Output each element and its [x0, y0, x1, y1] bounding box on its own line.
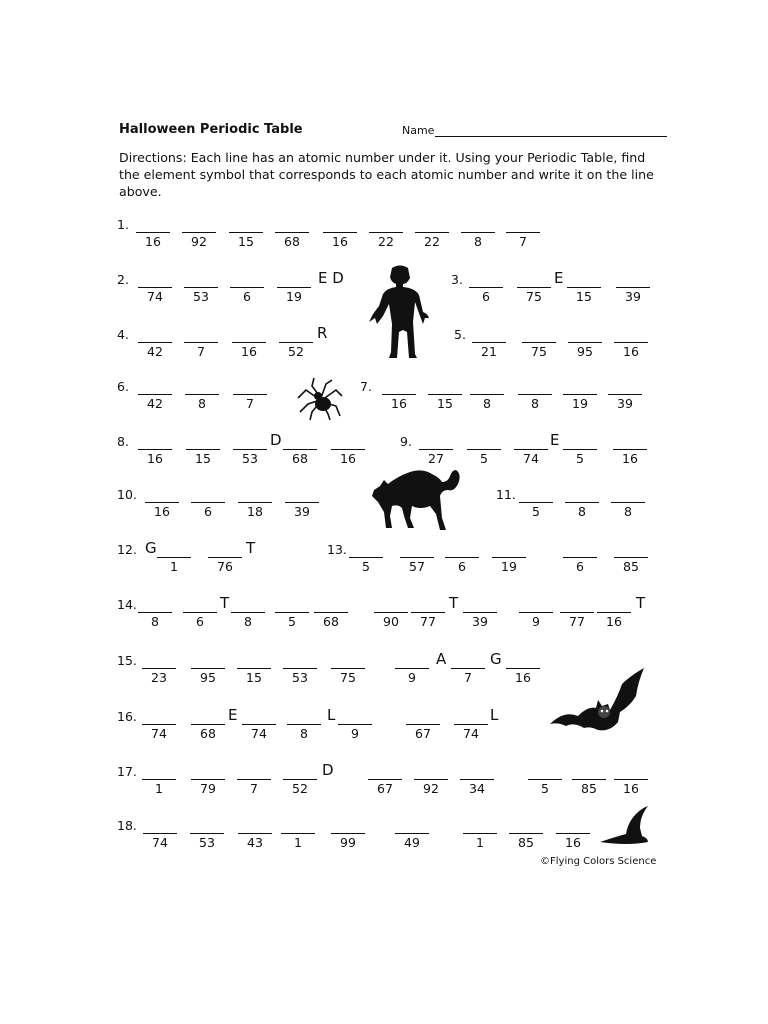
- answer-blank[interactable]: [519, 502, 553, 503]
- answer-blank[interactable]: [136, 232, 170, 233]
- answer-blank[interactable]: [191, 668, 225, 669]
- atomic-number: 95: [200, 670, 216, 685]
- atomic-number: 22: [424, 234, 440, 249]
- atomic-number: 16: [515, 670, 531, 685]
- spider-icon: [296, 376, 344, 422]
- answer-blank[interactable]: [614, 342, 648, 343]
- atomic-number: 92: [423, 781, 439, 796]
- answer-blank[interactable]: [138, 612, 172, 613]
- atomic-number: 42: [147, 344, 163, 359]
- atomic-number: 39: [472, 614, 488, 629]
- answer-blank[interactable]: [143, 833, 177, 834]
- atomic-number: 39: [625, 289, 641, 304]
- answer-blank[interactable]: [469, 287, 503, 288]
- atomic-number: 34: [469, 781, 485, 796]
- atomic-number: 16: [154, 504, 170, 519]
- atomic-number: 1: [476, 835, 484, 850]
- atomic-number: 9: [408, 670, 416, 685]
- answer-blank[interactable]: [238, 502, 272, 503]
- atomic-number: 9: [351, 726, 359, 741]
- atomic-number: 16: [332, 234, 348, 249]
- atomic-number: 6: [458, 559, 466, 574]
- atomic-number: 74: [523, 451, 539, 466]
- atomic-number: 85: [623, 559, 639, 574]
- given-letter: L: [327, 706, 336, 724]
- atomic-number: 5: [541, 781, 549, 796]
- answer-blank[interactable]: [138, 342, 172, 343]
- answer-blank[interactable]: [463, 612, 497, 613]
- atomic-number: 68: [323, 614, 339, 629]
- atomic-number: 21: [481, 344, 497, 359]
- given-letter: T: [449, 594, 459, 612]
- answer-blank[interactable]: [183, 612, 217, 613]
- atomic-number: 6: [482, 289, 490, 304]
- atomic-number: 5: [576, 451, 584, 466]
- given-letter: T: [220, 594, 230, 612]
- atomic-number: 23: [151, 670, 167, 685]
- given-letter: L: [490, 706, 499, 724]
- answer-blank[interactable]: [572, 779, 606, 780]
- answer-blank[interactable]: [237, 779, 271, 780]
- given-letter: E: [550, 431, 560, 449]
- answer-blank[interactable]: [138, 449, 172, 450]
- answer-blank[interactable]: [492, 557, 526, 558]
- atomic-number: 39: [294, 504, 310, 519]
- atomic-number: 53: [199, 835, 215, 850]
- answer-blank[interactable]: [233, 394, 267, 395]
- page-title: Halloween Periodic Table: [119, 122, 303, 137]
- answer-blank[interactable]: [563, 449, 597, 450]
- answer-blank[interactable]: [461, 232, 495, 233]
- atomic-number: 8: [531, 396, 539, 411]
- answer-blank[interactable]: [191, 502, 225, 503]
- answer-blank[interactable]: [451, 668, 485, 669]
- atomic-number: 5: [362, 559, 370, 574]
- question-number: 5.: [454, 327, 466, 342]
- answer-blank[interactable]: [506, 668, 540, 669]
- answer-blank[interactable]: [395, 833, 429, 834]
- answer-blank[interactable]: [287, 724, 321, 725]
- answer-blank[interactable]: [368, 779, 402, 780]
- answer-blank[interactable]: [281, 833, 315, 834]
- question-number: 10.: [117, 487, 137, 502]
- question-number: 18.: [117, 818, 137, 833]
- atomic-number: 15: [238, 234, 254, 249]
- answer-blank[interactable]: [184, 342, 218, 343]
- atomic-number: 68: [284, 234, 300, 249]
- atomic-number: 8: [151, 614, 159, 629]
- answer-blank[interactable]: [411, 612, 445, 613]
- answer-blank[interactable]: [528, 779, 562, 780]
- answer-blank[interactable]: [616, 287, 650, 288]
- answer-blank[interactable]: [506, 232, 540, 233]
- answer-blank[interactable]: [208, 557, 242, 558]
- answer-blank[interactable]: [338, 724, 372, 725]
- atomic-number: 16: [241, 344, 257, 359]
- given-letter: D: [322, 761, 334, 779]
- answer-blank[interactable]: [470, 394, 504, 395]
- given-letter: R: [317, 324, 328, 342]
- answer-blank[interactable]: [556, 833, 590, 834]
- answer-blank[interactable]: [233, 449, 267, 450]
- answer-blank[interactable]: [349, 557, 383, 558]
- atomic-number: 19: [501, 559, 517, 574]
- question-number: 7.: [360, 379, 372, 394]
- answer-blank[interactable]: [279, 342, 313, 343]
- answer-blank[interactable]: [369, 232, 403, 233]
- answer-blank[interactable]: [597, 612, 631, 613]
- atomic-number: 5: [480, 451, 488, 466]
- atomic-number: 16: [147, 451, 163, 466]
- atomic-number: 75: [340, 670, 356, 685]
- atomic-number: 52: [292, 781, 308, 796]
- directions-text: Directions: Each line has an atomic number under it. Using your Periodic Table, find the element symbol that corresponds to each atomic number and write it on the line above.: [119, 150, 654, 199]
- question-number: 9.: [400, 434, 412, 449]
- answer-blank[interactable]: [614, 779, 648, 780]
- answer-blank[interactable]: [182, 232, 216, 233]
- atomic-number: 16: [145, 234, 161, 249]
- answer-blank[interactable]: [382, 394, 416, 395]
- answer-blank[interactable]: [514, 449, 548, 450]
- atomic-number: 5: [288, 614, 296, 629]
- atomic-number: 7: [250, 781, 258, 796]
- atomic-number: 8: [198, 396, 206, 411]
- question-number: 6.: [117, 379, 129, 394]
- atomic-number: 16: [340, 451, 356, 466]
- answer-blank[interactable]: [191, 724, 225, 725]
- answer-blank[interactable]: [614, 557, 648, 558]
- monster-icon: [365, 262, 435, 360]
- answer-blank[interactable]: [565, 502, 599, 503]
- answer-blank[interactable]: [231, 612, 265, 613]
- answer-blank[interactable]: [277, 287, 311, 288]
- atomic-number: 53: [193, 289, 209, 304]
- atomic-number: 5: [532, 504, 540, 519]
- given-letter: E: [228, 706, 238, 724]
- answer-blank[interactable]: [472, 342, 506, 343]
- atomic-number: 85: [518, 835, 534, 850]
- answer-blank[interactable]: [138, 287, 172, 288]
- answer-blank[interactable]: [419, 449, 453, 450]
- given-letter: G: [490, 650, 502, 668]
- atomic-number: 53: [242, 451, 258, 466]
- answer-blank[interactable]: [460, 779, 494, 780]
- atomic-number: 15: [246, 670, 262, 685]
- answer-blank[interactable]: [406, 724, 440, 725]
- atomic-number: 7: [246, 396, 254, 411]
- answer-blank[interactable]: [374, 612, 408, 613]
- atomic-number: 39: [617, 396, 633, 411]
- question-number: 8.: [117, 434, 129, 449]
- atomic-number: 6: [243, 289, 251, 304]
- answer-blank[interactable]: [232, 342, 266, 343]
- given-letter: D: [270, 431, 282, 449]
- answer-blank[interactable]: [283, 449, 317, 450]
- question-number: 13.: [327, 542, 347, 557]
- answer-blank[interactable]: [517, 287, 551, 288]
- atomic-number: 6: [204, 504, 212, 519]
- atomic-number: 85: [581, 781, 597, 796]
- bat-icon: [548, 666, 648, 742]
- answer-blank[interactable]: [283, 668, 317, 669]
- atomic-number: 68: [200, 726, 216, 741]
- atomic-number: 42: [147, 396, 163, 411]
- question-number: 16.: [117, 709, 137, 724]
- answer-blank[interactable]: [331, 449, 365, 450]
- answer-blank[interactable]: [283, 779, 317, 780]
- given-letter: T: [246, 539, 256, 557]
- atomic-number: 16: [623, 344, 639, 359]
- atomic-number: 7: [464, 670, 472, 685]
- answer-blank[interactable]: [237, 668, 271, 669]
- answer-blank[interactable]: [563, 394, 597, 395]
- atomic-number: 7: [197, 344, 205, 359]
- answer-blank[interactable]: [428, 394, 462, 395]
- atomic-number: 18: [247, 504, 263, 519]
- atomic-number: 16: [606, 614, 622, 629]
- atomic-number: 52: [288, 344, 304, 359]
- answer-blank[interactable]: [242, 724, 276, 725]
- answer-blank[interactable]: [285, 502, 319, 503]
- answer-blank[interactable]: [463, 833, 497, 834]
- atomic-number: 76: [217, 559, 233, 574]
- atomic-number: 15: [437, 396, 453, 411]
- question-number: 11.: [496, 487, 516, 502]
- answer-blank[interactable]: [415, 232, 449, 233]
- atomic-number: 1: [155, 781, 163, 796]
- answer-blank[interactable]: [518, 394, 552, 395]
- atomic-number: 16: [622, 451, 638, 466]
- name-line[interactable]: [435, 125, 667, 137]
- atomic-number: 90: [383, 614, 399, 629]
- atomic-number: 22: [378, 234, 394, 249]
- answer-blank[interactable]: [568, 342, 602, 343]
- atomic-number: 15: [576, 289, 592, 304]
- atomic-number: 74: [152, 835, 168, 850]
- atomic-number: 8: [474, 234, 482, 249]
- given-letter: G: [145, 539, 157, 557]
- answer-blank[interactable]: [331, 668, 365, 669]
- question-number: 15.: [117, 653, 137, 668]
- answer-blank[interactable]: [275, 232, 309, 233]
- answer-blank[interactable]: [331, 833, 365, 834]
- answer-blank[interactable]: [142, 724, 176, 725]
- answer-blank[interactable]: [608, 394, 642, 395]
- answer-blank[interactable]: [191, 779, 225, 780]
- answer-blank[interactable]: [445, 557, 479, 558]
- atomic-number: 77: [569, 614, 585, 629]
- answer-blank[interactable]: [467, 449, 501, 450]
- answer-blank[interactable]: [184, 287, 218, 288]
- answer-blank[interactable]: [314, 612, 348, 613]
- answer-blank[interactable]: [454, 724, 488, 725]
- atomic-number: 53: [292, 670, 308, 685]
- answer-blank[interactable]: [229, 232, 263, 233]
- answer-blank[interactable]: [185, 394, 219, 395]
- atomic-number: 49: [404, 835, 420, 850]
- given-letter: T: [636, 594, 646, 612]
- atomic-number: 7: [519, 234, 527, 249]
- answer-blank[interactable]: [138, 394, 172, 395]
- answer-blank[interactable]: [323, 232, 357, 233]
- atomic-number: 74: [251, 726, 267, 741]
- question-number: 2.: [117, 272, 129, 287]
- atomic-number: 74: [463, 726, 479, 741]
- answer-blank[interactable]: [186, 449, 220, 450]
- atomic-number: 43: [247, 835, 263, 850]
- atomic-number: 9: [532, 614, 540, 629]
- answer-blank[interactable]: [142, 668, 176, 669]
- name-field[interactable]: [402, 124, 667, 137]
- answer-blank[interactable]: [238, 833, 272, 834]
- answer-blank[interactable]: [157, 557, 191, 558]
- atomic-number: 99: [340, 835, 356, 850]
- atomic-number: 77: [420, 614, 436, 629]
- answer-blank[interactable]: [522, 342, 556, 343]
- atomic-number: 92: [191, 234, 207, 249]
- answer-blank[interactable]: [400, 557, 434, 558]
- question-number: 1.: [117, 217, 129, 232]
- atomic-number: 57: [409, 559, 425, 574]
- atomic-number: 6: [196, 614, 204, 629]
- answer-blank[interactable]: [190, 833, 224, 834]
- atomic-number: 8: [483, 396, 491, 411]
- atomic-number: 74: [151, 726, 167, 741]
- atomic-number: 16: [391, 396, 407, 411]
- atomic-number: 75: [526, 289, 542, 304]
- answer-blank[interactable]: [560, 612, 594, 613]
- copyright-credit: ©Flying Colors Science: [540, 856, 657, 867]
- atomic-number: 8: [300, 726, 308, 741]
- atomic-number: 1: [170, 559, 178, 574]
- atomic-number: 79: [200, 781, 216, 796]
- question-number: 17.: [117, 764, 137, 779]
- answer-blank[interactable]: [613, 449, 647, 450]
- atomic-number: 67: [377, 781, 393, 796]
- question-number: 14.: [117, 597, 137, 612]
- atomic-number: 16: [623, 781, 639, 796]
- answer-blank[interactable]: [611, 502, 645, 503]
- atomic-number: 68: [292, 451, 308, 466]
- witch-hat-icon: [598, 806, 650, 848]
- answer-blank[interactable]: [395, 668, 429, 669]
- atomic-number: 95: [577, 344, 593, 359]
- atomic-number: 1: [294, 835, 302, 850]
- answer-blank[interactable]: [563, 557, 597, 558]
- answer-blank[interactable]: [142, 779, 176, 780]
- atomic-number: 16: [565, 835, 581, 850]
- question-number: 12.: [117, 542, 137, 557]
- answer-blank[interactable]: [145, 502, 179, 503]
- atomic-number: 67: [415, 726, 431, 741]
- given-letter: E D: [318, 269, 344, 287]
- question-number: 4.: [117, 327, 129, 342]
- atomic-number: 15: [195, 451, 211, 466]
- atomic-number: 8: [244, 614, 252, 629]
- atomic-number: 6: [576, 559, 584, 574]
- given-letter: A: [436, 650, 447, 668]
- atomic-number: 75: [531, 344, 547, 359]
- atomic-number: 19: [572, 396, 588, 411]
- name-label: Name: [402, 124, 435, 137]
- given-letter: E: [554, 269, 564, 287]
- atomic-number: 27: [428, 451, 444, 466]
- answer-blank[interactable]: [519, 612, 553, 613]
- answer-blank[interactable]: [275, 612, 309, 613]
- atomic-number: 74: [147, 289, 163, 304]
- answer-blank[interactable]: [414, 779, 448, 780]
- atomic-number: 8: [578, 504, 586, 519]
- cat-icon: [370, 466, 464, 538]
- atomic-number: 8: [624, 504, 632, 519]
- question-number: 3.: [451, 272, 463, 287]
- answer-blank[interactable]: [230, 287, 264, 288]
- answer-blank[interactable]: [509, 833, 543, 834]
- atomic-number: 19: [286, 289, 302, 304]
- answer-blank[interactable]: [567, 287, 601, 288]
